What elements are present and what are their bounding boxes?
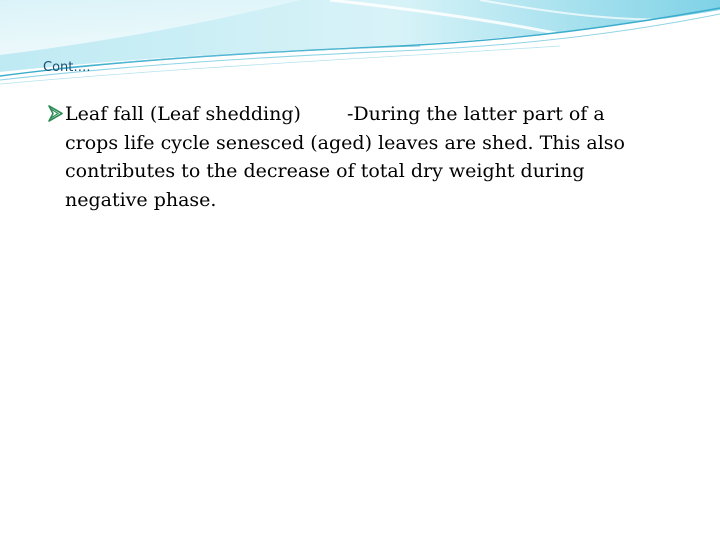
slide-title: Cont…. — [43, 60, 91, 75]
header-decoration — [0, 0, 720, 90]
slide-body — [48, 100, 668, 214]
bullet-text — [65, 100, 657, 214]
bullet-term: Leaf fall (Leaf shedding) — [65, 103, 301, 125]
arrow-bullet-icon — [48, 105, 65, 126]
bullet-description: -During the latter part of a crops life cycle senesced (aged) leaves are shed. This also contributes to the decrease of total dry weight during negative phase. — [65, 103, 625, 211]
bullet-item — [48, 100, 668, 214]
